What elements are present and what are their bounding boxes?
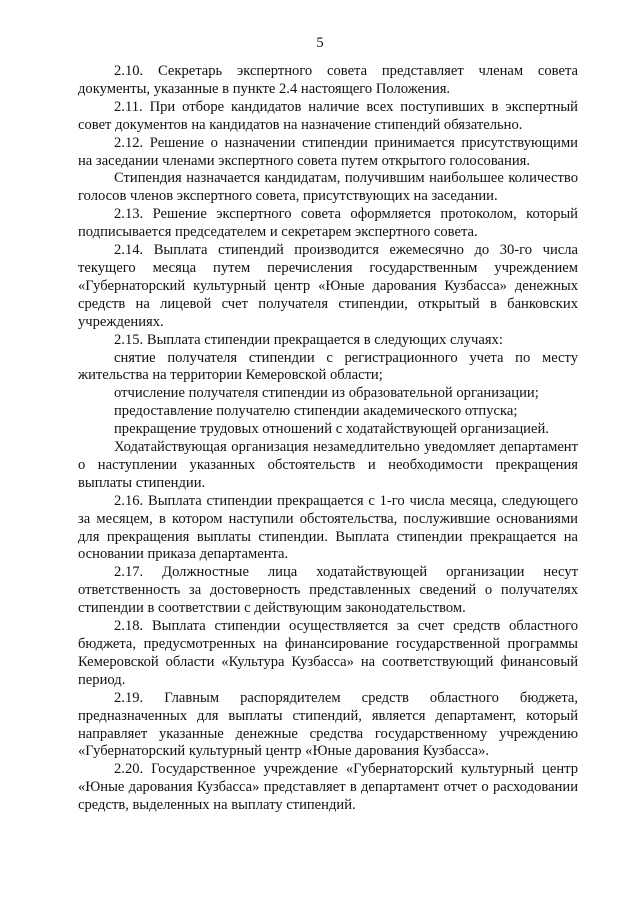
page-number: 5	[316, 35, 324, 51]
paragraph-2-11: 2.11. При отборе кандидатов наличие всех поступивших в экспертный совет документов на кандидатов на назначение стипендий обязательно.	[78, 98, 578, 133]
paragraph-2-18: 2.18. Выплата стипендии осуществляется за счет средств областного бюджета, предусмотренных на финансирование государственной программы Кемеровской области «Культура Кузбасса» на соответствующий финансовый период.	[78, 618, 578, 688]
paragraph-2-16: 2.16. Выплата стипендии прекращается с 1-го числа месяца, следующего за месяцем, в котором наступили обстоятельства, послужившие основаниями для прекращения выплаты стипендии. Выплата стипендии прекращается на основании приказа департамента.	[78, 492, 578, 563]
paragraph-2-15: 2.15. Выплата стипендии прекращается в следующих случаях:	[114, 331, 503, 348]
paragraph-2-12: 2.12. Решение о назначении стипендии принимается присутствующими на заседании членами экспертного совета путем открытого голосования.	[78, 134, 578, 169]
paragraph-2-15-notification: Ходатайствующая организация незамедлительно уведомляет департамент о наступлении указанных обстоятельств и необходимости прекращения выплаты стипендии.	[78, 439, 578, 491]
list-item-expulsion: отчисление получателя стипендии из образовательной организации;	[114, 385, 539, 402]
paragraph-2-12-stipend: Стипендия назначается кандидатам, получившим наибольшее количество голосов членов экспертного совета, присутствующих на заседании.	[78, 170, 578, 205]
paragraph-2-14: 2.14. Выплата стипендий производится ежемесячно до 30-го числа текущего месяца путем перечисления государственным учреждением «Губернаторский культурный центр «Юные дарования Кузбасса» денежных средств на лицевой счет получателя стипендии, открытый в банковских учреждениях.	[78, 242, 578, 330]
paragraph-2-10: 2.10. Секретарь экспертного совета представляет членам совета документы, указанные в пункте 2.4 настоящего Положения.	[78, 63, 578, 97]
paragraph-2-13: 2.13. Решение экспертного совета оформляется протоколом, который подписывается председателем и секретарем экспертного совета.	[78, 206, 578, 241]
list-item-deregistration: снятие получателя стипендии с регистрационного учета по месту жительства на территории Кемеровской области;	[78, 349, 578, 384]
list-item-employment-termination: прекращение трудовых отношений с ходатайствующей организацией.	[114, 421, 549, 438]
paragraph-2-17: 2.17. Должностные лица ходатайствующей организации несут ответственность за достоверность представленных сведений о получателях стипендии в соответствии с действующим законодательством.	[78, 564, 578, 617]
paragraph-2-20: 2.20. Государственное учреждение «Губернаторский культурный центр «Юные дарования Кузбасса» представляет в департамент отчет о расходовании средств, выделенных на выплату стипендий.	[78, 761, 578, 814]
paragraph-2-19: 2.19. Главным распорядителем средств областного бюджета, предназначенных для выплаты стипендий, является департамент, который направляет указанные денежные средства государственному учреждению «Губернаторский культурный центр «Юные дарования Кузбасса».	[78, 689, 578, 760]
document-body	[78, 63, 578, 815]
list-item-academic-leave: предоставление получателю стипендии академического отпуска;	[114, 403, 518, 420]
